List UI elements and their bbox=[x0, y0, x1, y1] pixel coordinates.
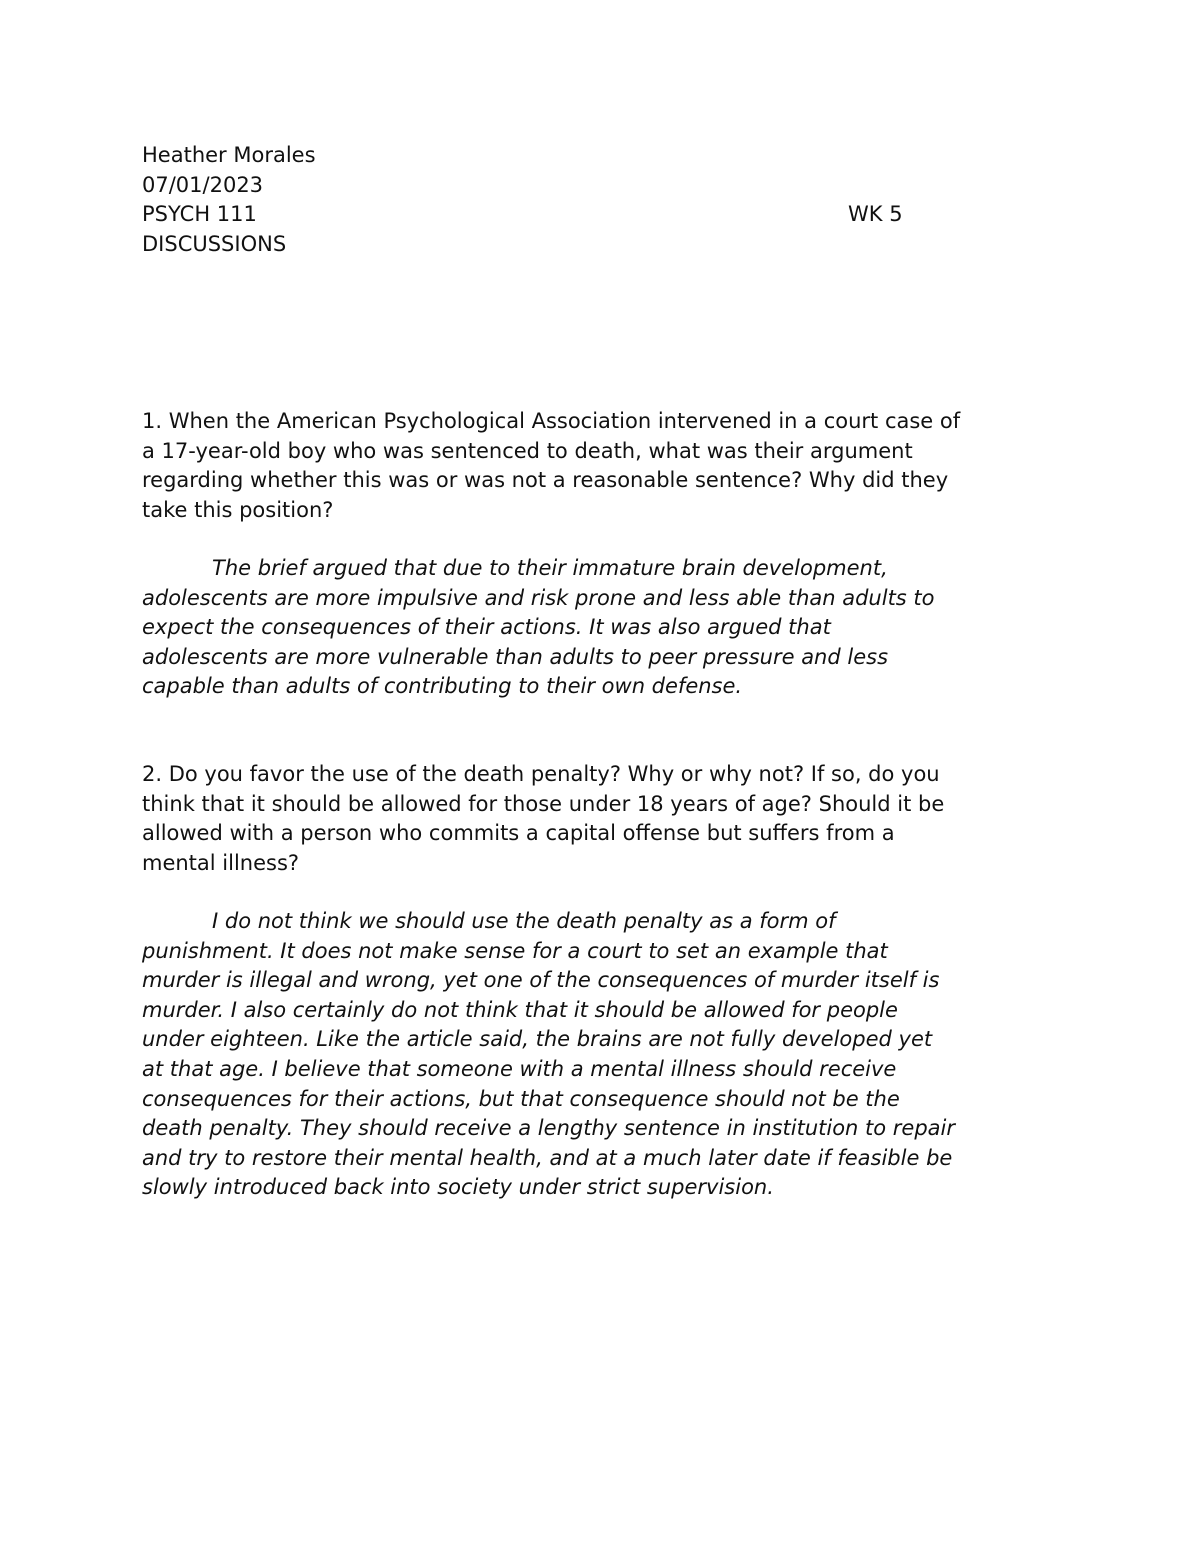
answer-1-line: expect the consequences of their actions. It was also argued that bbox=[142, 615, 831, 640]
answer-1 bbox=[142, 554, 1072, 702]
question-2 bbox=[142, 760, 1072, 878]
question-1-line: regarding whether this was or was not a reasonable sentence? Why did they bbox=[142, 468, 949, 493]
question-1 bbox=[142, 407, 1072, 525]
answer-1-line: capable than adults of contributing to their own defense. bbox=[142, 674, 743, 699]
question-1-line: take this position? bbox=[142, 497, 334, 522]
answer-2-line: I do not think we should use the death penalty as a form of bbox=[212, 909, 836, 933]
answer-2-line: under eighteen. Like the article said, the brains are not fully developed yet bbox=[142, 1027, 933, 1052]
question-2-line: 2. Do you favor the use of the death penalty? Why or why not? If so, do you bbox=[142, 762, 940, 786]
answer-2-line: consequences for their actions, but that consequence should not be the bbox=[142, 1086, 900, 1111]
answer-2-line: at that age. I believe that someone with a mental illness should receive bbox=[142, 1056, 897, 1081]
answer-1-line: adolescents are more impulsive and risk prone and less able than adults to bbox=[142, 585, 935, 610]
author-name: Heather Morales bbox=[142, 143, 316, 167]
question-1-line: 1. When the American Psychological Association intervened in a court case of bbox=[142, 409, 961, 433]
answer-2-line: murder is illegal and wrong, yet one of the consequences of murder itself is bbox=[142, 968, 940, 993]
document-header bbox=[142, 141, 922, 259]
course-code: PSYCH 111 bbox=[142, 202, 257, 227]
question-1-line: a 17-year-old boy who was sentenced to death, what was their argument bbox=[142, 438, 913, 463]
answer-2-line: slowly introduced back into society under strict supervision. bbox=[142, 1175, 774, 1200]
question-2-line: mental illness? bbox=[142, 850, 300, 875]
section-title: DISCUSSIONS bbox=[142, 231, 287, 256]
answer-1-line: adolescents are more vulnerable than adults to peer pressure and less bbox=[142, 644, 889, 669]
question-2-line: allowed with a person who commits a capital offense but suffers from a bbox=[142, 821, 895, 846]
answer-1-line: The brief argued that due to their immature brain development, bbox=[212, 556, 888, 580]
course-row bbox=[142, 200, 922, 230]
document-date: 07/01/2023 bbox=[142, 172, 264, 197]
answer-2-line: murder. I also certainly do not think that it should be allowed for people bbox=[142, 997, 898, 1022]
question-2-line: think that it should be allowed for those under 18 years of age? Should it be bbox=[142, 791, 945, 816]
week-label: WK 5 bbox=[848, 202, 903, 227]
answer-2-line: and try to restore their mental health, and at a much later date if feasible be bbox=[142, 1145, 953, 1170]
answer-2 bbox=[142, 907, 1072, 1203]
answer-2-line: punishment. It does not make sense for a court to set an example that bbox=[142, 938, 888, 963]
answer-2-line: death penalty. They should receive a lengthy sentence in institution to repair bbox=[142, 1116, 956, 1141]
